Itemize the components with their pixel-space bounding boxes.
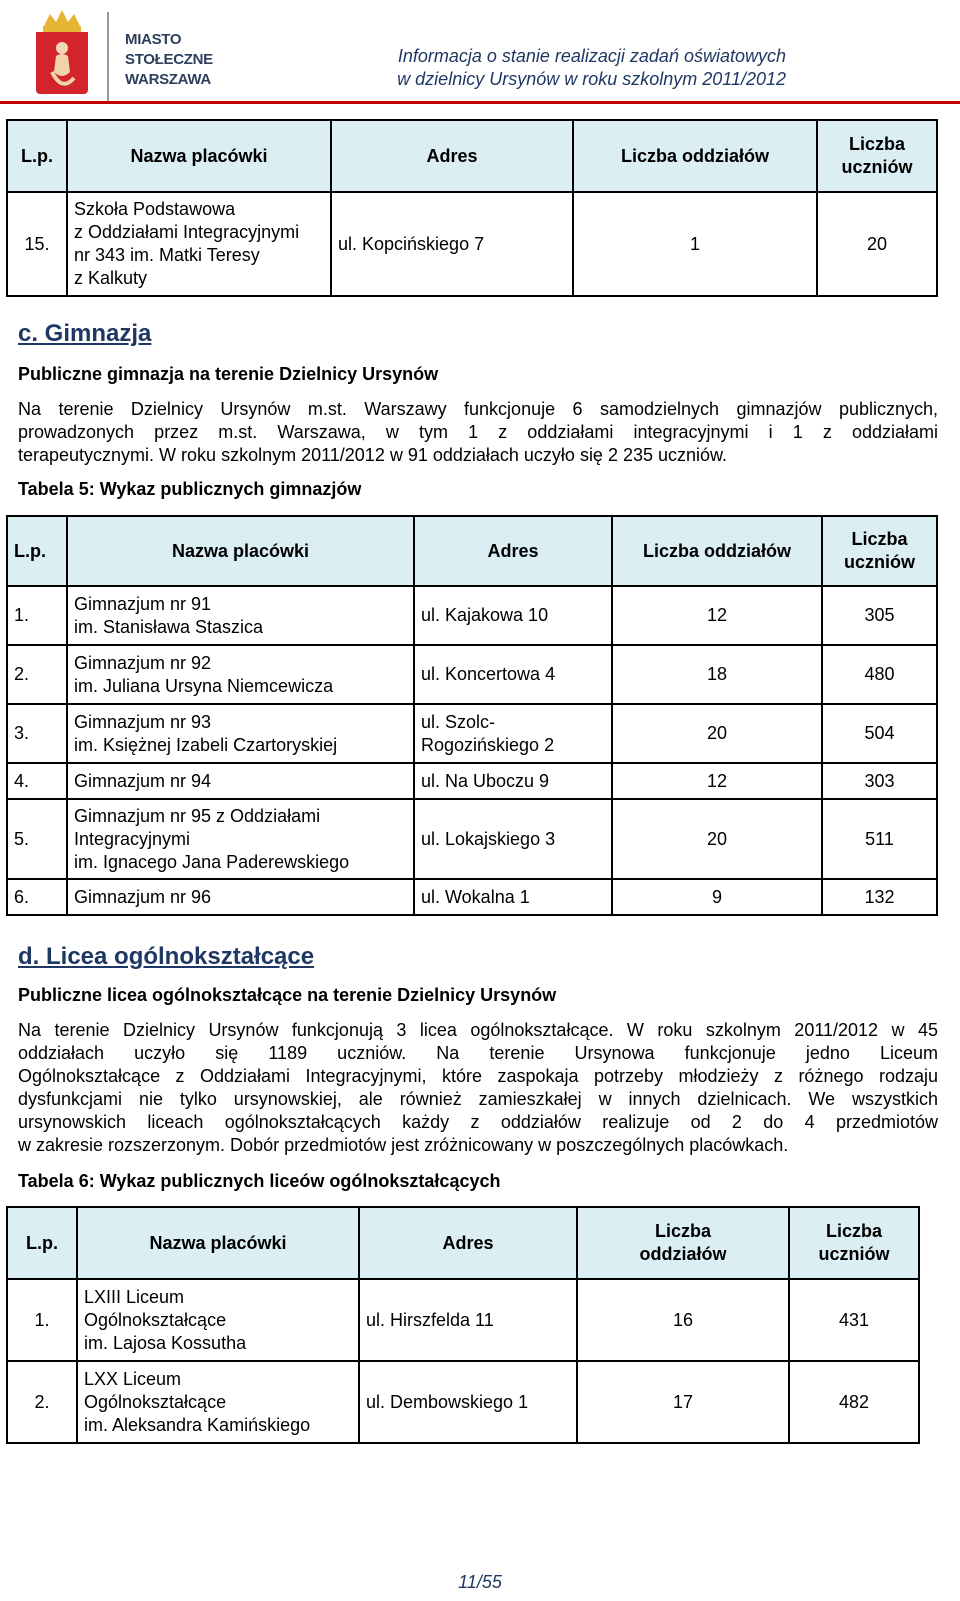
document-title [397,45,786,91]
col-header-name: Nazwa placówki [77,1207,359,1279]
name-line: Szkoła Podstawowa [74,199,236,219]
paragraph-line: prowadzonych przez m.st. Warszawa, w tym 1 z oddziałami integracyjnymi i 1 z oddziałami [18,422,938,442]
cell-name: Gimnazjum nr 96 [67,879,414,915]
table-header-row [7,516,937,586]
cell-address: ul. Na Uboczu 9 [414,763,612,799]
table-row [7,1279,919,1361]
cell-name [67,645,414,704]
cell-address: ul. Kopcińskiego 7 [331,192,573,296]
cell-name [67,192,331,296]
col-header-students [789,1207,919,1279]
table-row [7,586,937,645]
cell-classes: 1 [573,192,817,296]
col-header-address: Adres [331,120,573,192]
cell-address [414,704,612,763]
cell-name [77,1279,359,1361]
address-line: Rogozińskiego 2 [421,734,555,755]
col-header-name: Nazwa placówki [67,120,331,192]
cell-students: 20 [817,192,937,296]
name-line: im. Ignacego Jana Paderewskiego [74,851,350,872]
name-line: z Kalkuty [74,268,148,288]
col-header-address: Adres [359,1207,577,1279]
cell-lp: 5. [7,799,67,879]
cell-name: Gimnazjum nr 94 [67,763,414,799]
name-line: Gimnazjum nr 92 [74,652,212,673]
col-header-classes: Liczba oddziałów [612,516,822,586]
cell-classes: 9 [612,879,822,915]
cell-students: 480 [822,645,937,704]
name-line: Gimnazjum nr 95 z Oddziałami [74,805,321,826]
page-number: 11/55 [458,1572,502,1592]
cell-classes: 20 [612,799,822,879]
table-5-gimnazja [6,515,938,916]
cell-lp: 1. [7,586,67,645]
cell-name [67,704,414,763]
cell-classes: 20 [612,704,822,763]
col-header-lp: L.p. [7,516,67,586]
cell-name [77,1361,359,1443]
table-row [7,704,937,763]
cell-lp: 15. [7,192,67,296]
logo-line: STOŁECZNE [125,51,213,68]
header-line: Liczba [825,1221,882,1241]
name-line: im. Aleksandra Kamińskiego [84,1414,311,1435]
name-line: LXX Liceum [84,1368,182,1389]
name-line: z Oddziałami Integracyjnymi [74,222,300,242]
cell-students: 303 [822,763,937,799]
section-heading: d. Licea ogólnokształcące [18,943,315,970]
logo-line: WARSZAWA [125,71,211,88]
name-line: im. Lajosa Kossutha [84,1332,247,1353]
cell-lp: 4. [7,763,67,799]
cell-address: ul. Wokalna 1 [414,879,612,915]
name-line: Gimnazjum nr 93 [74,711,212,732]
table-continued [6,119,938,297]
section-paragraph [18,398,938,467]
cell-name [67,586,414,645]
cell-students: 132 [822,879,937,915]
col-header-students: Liczba uczniów [817,120,937,192]
col-header-classes [577,1207,789,1279]
document-title-line: Informacja o stanie realizacji zadań oświatowych [397,46,786,66]
header-line: oddziałów [639,1244,727,1264]
warsaw-crest-icon [28,8,98,100]
cell-students: 504 [822,704,937,763]
table-row [7,1361,919,1443]
table-row [7,879,937,915]
cell-lp: 1. [7,1279,77,1361]
name-line: im. Juliana Ursyna Niemcewicza [74,675,334,696]
table-row [7,192,937,296]
logo-line: MIASTO [125,31,182,48]
cell-lp: 2. [7,645,67,704]
cell-address: ul. Dembowskiego 1 [359,1361,577,1443]
cell-lp: 3. [7,704,67,763]
paragraph-line: w zakresie rozszerzonym. Dobór przedmiotów jest zróżnicowany w poszczególnych placówkach. [18,1135,789,1155]
header-line: Liczba [654,1221,711,1241]
name-line: Ogólnokształcące [84,1391,227,1412]
col-header-name: Nazwa placówki [67,516,414,586]
table-row [7,763,937,799]
cell-classes: 12 [612,763,822,799]
address-line: ul. Szolc- [421,711,496,732]
paragraph-line: ursynowskich liceach ogólnokształcących każdy z oddziałów realizuje od 2 do 4 przedmiotów [18,1112,938,1132]
name-line: im. Księżnej Izabeli Czartoryskiej [74,734,338,755]
paragraph-line: dysfunkcjami nie tylko ursynowskiej, ale również zamieszkałej w innych dzielnicach. We wszystkich [18,1089,938,1109]
paragraph-line: terapeutycznymi. W roku szkolnym 2011/2012 w 91 oddziałach uczyło się 2 235 uczniów. [18,445,728,465]
logo-divider [107,12,109,104]
cell-classes: 18 [612,645,822,704]
cell-students: 511 [822,799,937,879]
section-subheading: Publiczne gimnazja na terenie Dzielnicy Ursynów [18,364,439,384]
table-row [7,799,937,879]
document-title-line: w dzielnicy Ursynów w roku szkolnym 2011/2012 [397,69,786,89]
col-header-lp: L.p. [7,1207,77,1279]
cell-students: 482 [789,1361,919,1443]
cell-students: 431 [789,1279,919,1361]
cell-address: ul. Kajakowa 10 [414,586,612,645]
paragraph-line: Ogólnokształcące z Oddziałami Integracyjnymi, które zaspokaja potrzeby młodzieży z różnego rodzaju [18,1066,938,1086]
table-caption: Tabela 5: Wykaz publicznych gimnazjów [18,479,362,499]
name-line: im. Stanisława Staszica [74,616,264,637]
section-heading: c. Gimnazja [18,320,152,347]
cell-lp: 2. [7,1361,77,1443]
cell-classes: 17 [577,1361,789,1443]
col-header-classes: Liczba oddziałów [573,120,817,192]
name-line: LXIII Liceum [84,1286,185,1307]
table-header-row [7,120,937,192]
table-row [7,645,937,704]
cell-address: ul. Hirszfelda 11 [359,1279,577,1361]
paragraph-line: oddziałach uczyło się 1189 uczniów. Na terenie Ursynowa funkcjonuje jedno Liceum [18,1043,938,1063]
table-header-row [7,1207,919,1279]
cell-classes: 16 [577,1279,789,1361]
logo-text [125,30,213,90]
col-header-students: Liczba uczniów [822,516,937,586]
cell-lp: 6. [7,879,67,915]
section-subheading: Publiczne licea ogólnokształcące na terenie Dzielnicy Ursynów [18,985,557,1005]
name-line: nr 343 im. Matki Teresy [74,245,260,265]
cell-address: ul. Lokajskiego 3 [414,799,612,879]
col-header-address: Adres [414,516,612,586]
cell-name [67,799,414,879]
name-line: Gimnazjum nr 91 [74,593,212,614]
col-header-lp: L.p. [7,120,67,192]
table-6-licea [6,1206,920,1444]
paragraph-line: Na terenie Dzielnicy Ursynów m.st. Warszawy funkcjonuje 6 samodzielnych gimnazjów publicznych, [18,399,938,419]
section-paragraph [18,1019,938,1157]
name-line: Integracyjnymi [74,828,191,849]
cell-address: ul. Koncertowa 4 [414,645,612,704]
header-rule [0,101,960,104]
header-line: uczniów [818,1244,890,1264]
name-line: Ogólnokształcące [84,1309,227,1330]
table-caption: Tabela 6: Wykaz publicznych liceów ogólnokształcących [18,1171,501,1191]
cell-classes: 12 [612,586,822,645]
cell-students: 305 [822,586,937,645]
paragraph-line: Na terenie Dzielnicy Ursynów funkcjonują 3 licea ogólnokształcące. W roku szkolnym 2011/2012 w 45 [18,1020,938,1040]
